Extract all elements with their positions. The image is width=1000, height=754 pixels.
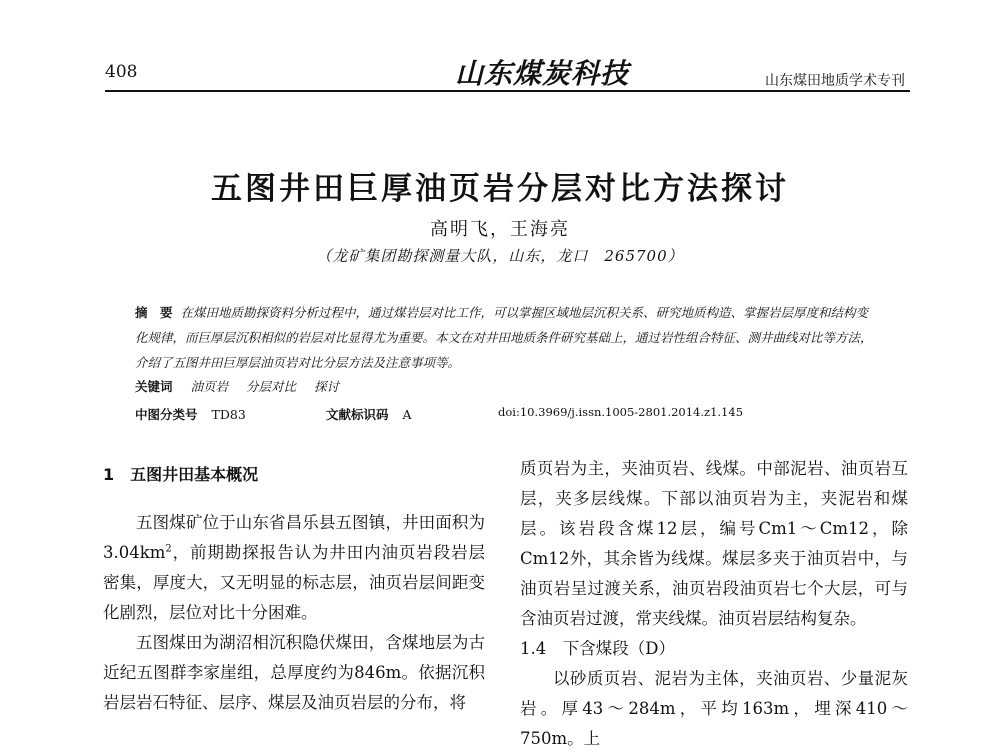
article-title: 五图井田巨厚油页岩分层对比方法探讨 — [211, 170, 789, 207]
abstract — [135, 300, 873, 375]
keyword: 油页岩 — [190, 379, 229, 394]
keyword: 分层对比 — [246, 379, 297, 394]
paragraph-text: ，前期勘探报告认为井田内油页岩段岩层密集，厚度大，又无明显的标志层，油页岩层间距变化剧烈，层位对比十分困难。 — [103, 543, 485, 622]
page-number: 408 — [105, 62, 138, 82]
doc-code-value: A — [402, 407, 412, 422]
subsection-heading: 1.4 下含煤段（D） — [520, 639, 675, 658]
abstract-text: 在煤田地质勘探资料分析过程中，通过煤岩层对比工作，可以掌握区域地层沉积关系、研究地质构造、掌握岩层厚度和结构变化规律，而巨厚层沉积相似的岩层对比显得尤为重要。本文在对井田地质条件研究基础上，通过岩性组合特征、测井曲线对比等方法，介绍了五图井田巨厚层油页岩对比分层方法及注意事项等。 — [135, 305, 873, 370]
journal-logo: 山东煤炭科技 — [455, 57, 630, 90]
doi: doi:10.3969/j.issn.1005-2801.2014.z1.145 — [498, 405, 744, 419]
superscript: 2 — [165, 543, 172, 555]
right-column — [520, 454, 908, 754]
clc-number — [135, 405, 246, 423]
document-code — [326, 405, 412, 423]
paragraph-text: 五图煤矿位于山东省昌乐县五图镇，井田面积为3.04km — [103, 513, 485, 562]
authors: 高明飞，王海亮 — [430, 219, 570, 240]
keywords — [135, 377, 353, 395]
doc-code-label: 文献标识码 — [326, 407, 389, 422]
clc-value: TD83 — [211, 407, 246, 422]
header-rule — [105, 90, 910, 92]
paragraph: 以砂质页岩、泥岩为主体，夹油页岩、少量泥灰岩。厚43～284m，平均163m，埋深410～750m。上 — [520, 669, 908, 748]
clc-label: 中图分类号 — [135, 407, 198, 422]
special-issue-label: 山东煤田地质学术专刊 — [765, 73, 905, 89]
keywords-label: 关键词 — [135, 379, 173, 394]
abstract-label: 摘 要 — [135, 305, 173, 320]
section-heading: 1 五图井田基本概况 — [103, 465, 259, 484]
paragraph: 五图煤田为湖沼相沉积隐伏煤田，含煤地层为古近纪五图群李家崖组，总厚度约为846m。依据沉积岩层岩石特征、层序、煤层及油页岩层的分布，将 — [103, 633, 485, 712]
keyword: 探讨 — [314, 379, 340, 394]
paragraph — [103, 508, 485, 628]
affiliation: （龙矿集团勘探测量大队，山东，龙口 265700） — [316, 247, 684, 265]
paragraph: 质页岩为主，夹油页岩、线煤。中部泥岩、油页岩互层，夹多层线煤。下部以油页岩为主，夹泥岩和煤层。该岩段含煤12层，编号Cm1～Cm12，除Cm12外，其余皆为线煤。煤层多夹于油页岩中，与油页岩呈过渡关系，油页岩段油页岩七个大层，可与含油页岩过渡，常夹线煤。油页岩层结构复杂。 — [520, 459, 908, 628]
left-column — [103, 460, 485, 718]
